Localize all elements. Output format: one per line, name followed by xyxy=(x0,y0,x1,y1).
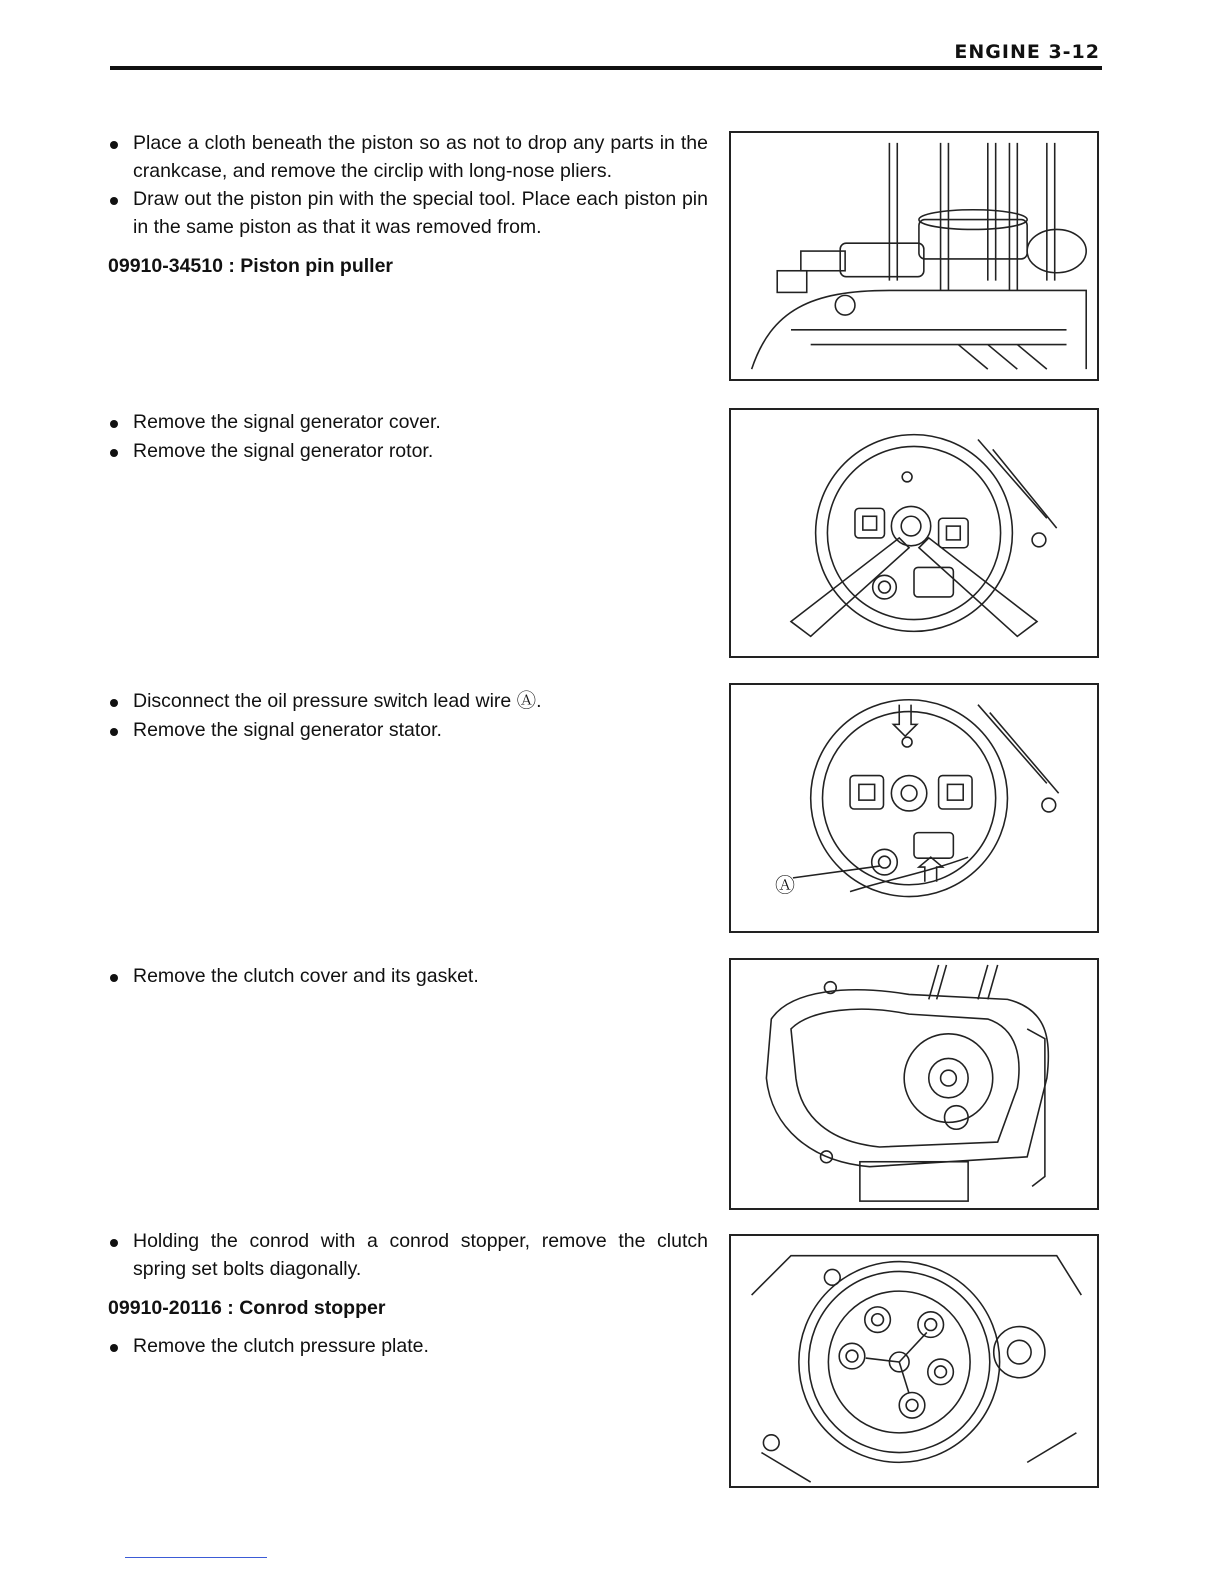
figure-signal-generator-stator xyxy=(729,683,1099,933)
section-clutch-pressure-plate xyxy=(108,1228,708,1362)
special-tool-label: 09910-34510 : Piston pin puller xyxy=(108,255,394,277)
instruction-bullet: Remove the clutch cover and its gasket. xyxy=(108,963,708,991)
page-header-title: ENGINE 3-12 xyxy=(954,41,1100,63)
instruction-bullet: Place a cloth beneath the piston so as not to drop any parts in the crankcase, and remove the circlip with long-nose pliers. xyxy=(108,130,708,185)
header-rule xyxy=(110,66,1102,70)
instruction-bullet: Draw out the piston pin with the special tool. Place each piston pin in the same piston as that it was removed from. xyxy=(108,186,708,241)
instruction-bullet: Holding the conrod with a conrod stopper, remove the clutch spring set bolts diagonally. xyxy=(108,1228,708,1283)
figure-clutch-spring-bolts xyxy=(729,1234,1099,1488)
instruction-bullet: Disconnect the oil pressure switch lead wire Ⓐ. xyxy=(108,688,708,716)
instruction-bullet: Remove the signal generator cover. xyxy=(108,409,708,437)
special-tool-label: 09910-20116 : Conrod stopper xyxy=(108,1297,386,1319)
instruction-bullet: Remove the clutch pressure plate. xyxy=(108,1333,708,1361)
instruction-bullet: Remove the signal generator stator. xyxy=(108,717,708,745)
section-piston-pin xyxy=(108,130,708,291)
figure-signal-generator-rotor xyxy=(729,408,1099,658)
callout-label-a: Ⓐ xyxy=(775,875,795,897)
figure-clutch-cover xyxy=(729,958,1099,1210)
section-signal-generator-stator xyxy=(108,688,708,745)
section-clutch-cover xyxy=(108,963,708,992)
figure-piston-pin-puller xyxy=(729,131,1099,381)
footer-line xyxy=(125,1557,267,1558)
section-signal-generator-rotor xyxy=(108,409,708,466)
instruction-bullet: Remove the signal generator rotor. xyxy=(108,438,708,466)
